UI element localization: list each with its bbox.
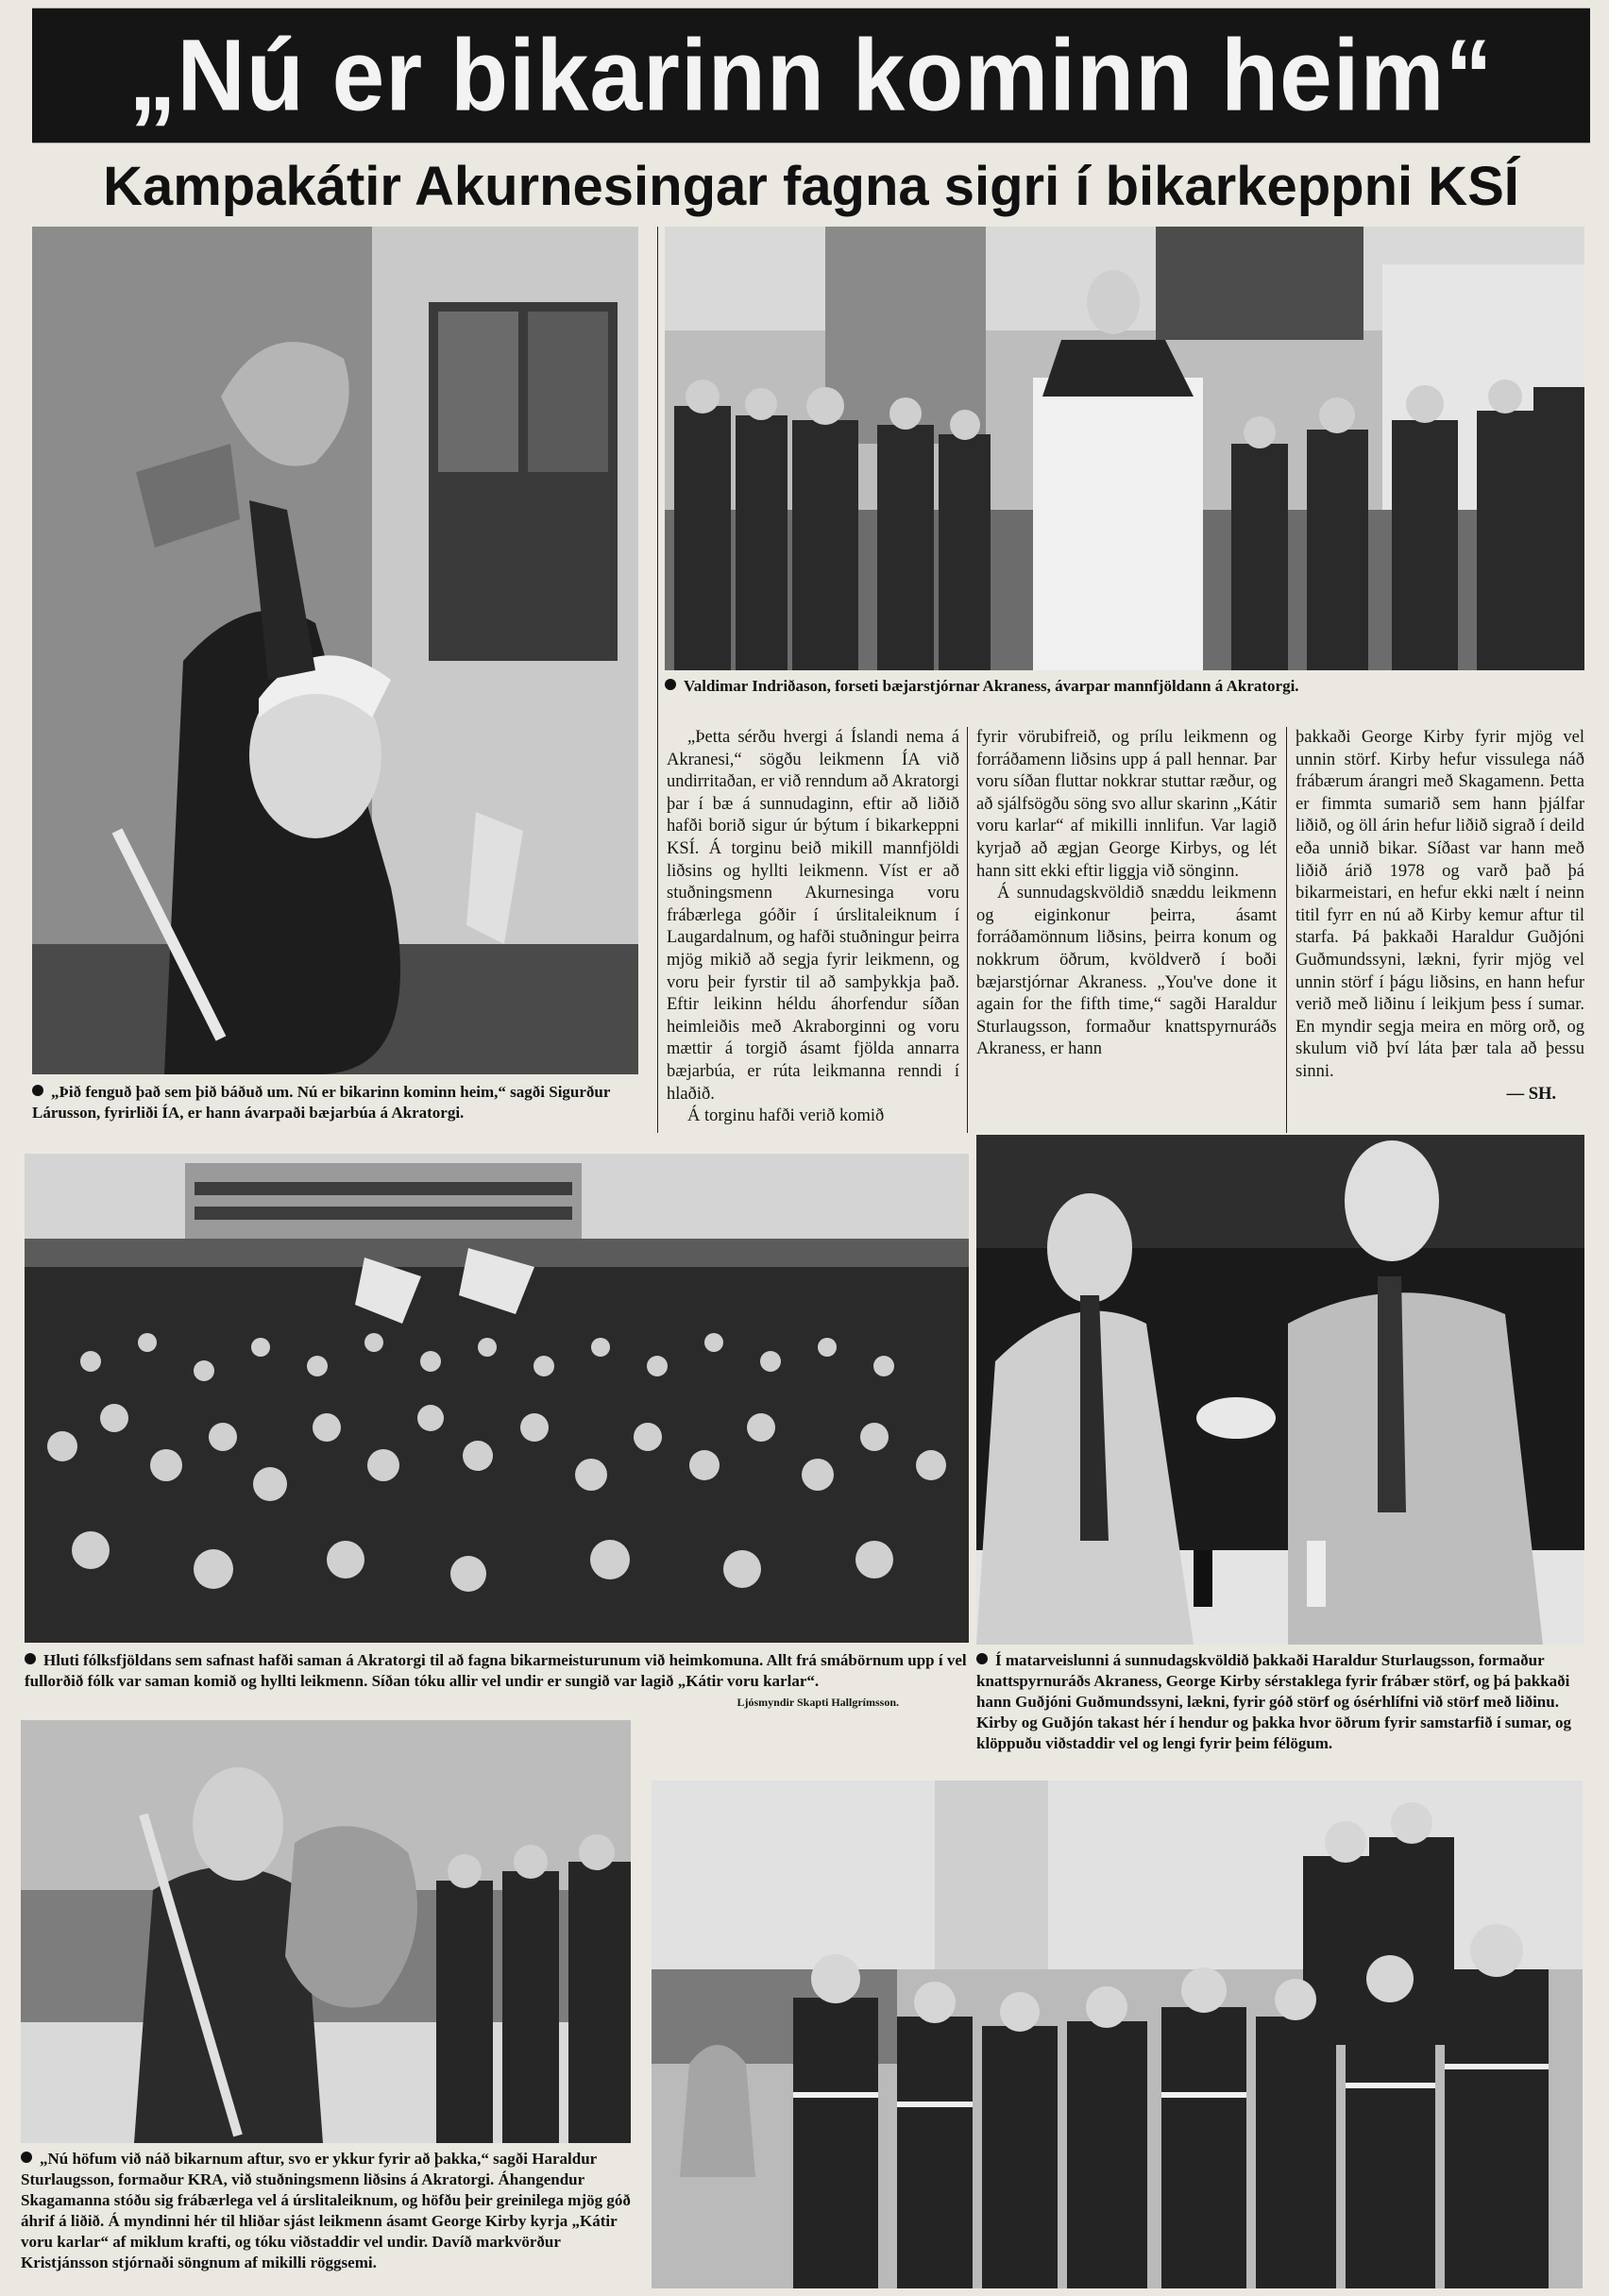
caption-kra: „Nú höfum við náð bikarnum aftur, svo er ykkur fyrir að þakka,“ sagði Haraldur Sturlaugsson, formaður KRA, við stuðningsmenn liðsins á Akratorgi. Áhangendur Skagamanna stóðu sig frábærlega vel á úrslitaleiknum, og höfðu þeir greinilega mjög góð áhrif á liðið. Á myndinni hér til hliðar sjást leikmenn ásamt George Kirby kyrja „Kátir voru karlar“ af miklum krafti, og tóku viðstaddir vel undir. Davíð markvörður Kristjánsson stjórnaði söngnum af mikilli röggsemi. bbox=[21, 2150, 631, 2271]
photo-singing bbox=[652, 1781, 1583, 2288]
caption-handshake: Í matarveislunni á sunnudagskvöldið þakkaði Haraldur Sturlaugsson, formaður knattspyrnuráðs Akraness, George Kirby sérstaklega fyrir frábær störf, og þá þakkaði hann Guðjóni Guðmundssyni, lækni, fyrir góð störf og ósérhlífni við störf með liðinu. Kirby og Guðjón takast hér í hendur og þakka hvor öðrum fyrir samstarfið í sumar, og klöppuðu viðstaddir vel og lengi fyrir þeim félögum. bbox=[976, 1651, 1572, 1752]
paragraph: „Þetta sérðu hvergi á Íslandi nema á Akranesi,“ sögðu leikmenn ÍA við undirritaðan, er við renndum að Akratorgi þar í bæ á sunnudaginn, eftir að liðið hafði borið sigur úr býtum í bikarkeppni KSÍ. Á torginu beið mikill mannfjöldi liðsins og hyllti leikmenn. Víst er að stuðningsmenn Akurnesinga voru frábærlega góðir í úrslitaleiknum í Laugardalnum, og hafði stuðningur þeirra mjög mikið að segja fyrir leikmenn, og voru þeir fyrstir til að samþykkja það. Eftir leikinn héldu áhorfendur síðan heimleiðis með Akraborginni og voru mættir á torgið ásamt fjölda annarra bæjarbúa, er rúta leikmanna renndi í hlaðið. bbox=[667, 728, 959, 1104]
headline: „Nú er bikarinn kominn heim“ bbox=[32, 8, 1590, 144]
paragraph: Á sunnudagskvöldið snæddu leikmenn og eiginkonur þeirra, ásamt forráðamönnum liðsins, þeirra konum og nokkrum öðrum, kvöldverð í boði bæjarstjórnar Akraness. „You've done it again for the fifth time,“ sagði Haraldur Sturlaugsson, formaður knattspyrnuráðs Akraness, er hann bbox=[976, 884, 1277, 1059]
caption-speech: Valdimar Indriðason, forseti bæjarstjórnar Akraness, ávarpar mannfjöldann á Akratorgi. bbox=[665, 676, 1584, 697]
article-column-1 bbox=[667, 727, 959, 1142]
bullet-icon bbox=[25, 1653, 36, 1664]
bullet-icon bbox=[21, 2152, 32, 2163]
subheadline: Kampakátir Akurnesingar fagna sigri í bikarkeppni KSÍ bbox=[103, 156, 1519, 217]
bullet-icon bbox=[665, 679, 676, 690]
photo-credit: Ljósmyndir Skapti Hallgrímsson. bbox=[737, 1696, 899, 1709]
photo-crowd bbox=[25, 1154, 969, 1643]
photo-speech bbox=[665, 227, 1584, 670]
paragraph: Á torginu hafði verið komið bbox=[687, 1106, 885, 1126]
article-column-3 bbox=[1296, 727, 1584, 1142]
caption-trophy: „Þið fenguð það sem þið báðuð um. Nú er bikarinn kominn heim,“ sagði Sigurður Lárusson, fyrirliði ÍA, er hann ávarpaði bæjarbúa á Akratorgi. bbox=[32, 1083, 611, 1122]
paragraph: fyrir vörubifreið, og prílu leikmenn og forráðamenn liðsins upp á pall hennar. Þar voru síðan fluttar nokkrar stuttar ræður, og að sjálfsögðu söng svo allur skarinn „Kátir voru karlar“ af mikilli innlifun. Var lagið kyrjað að ægjan George Kirbys, og lét hann sitt ekki eftir liggja við sönginn. bbox=[976, 728, 1277, 881]
bullet-icon bbox=[976, 1653, 988, 1664]
photo-handshake bbox=[976, 1135, 1584, 1645]
caption-crowd: Hluti fólksfjöldans sem safnast hafði saman á Akratorgi til að fagna bikarmeisturunum við heimkomuna. Allt frá smábörnum upp í vel fullorðið fólk var saman komið og hyllti leikmenn. Síðan tóku allir vel undir er sungið var lagið „Kátir voru karlar“. bbox=[25, 1651, 967, 1690]
column-rule bbox=[657, 227, 658, 1133]
column-rule bbox=[1286, 727, 1287, 1133]
bullet-icon bbox=[32, 1085, 43, 1096]
photo-trophy bbox=[32, 227, 638, 1074]
signature: — SH. bbox=[1506, 1084, 1556, 1104]
paragraph: þakkaði George Kirby fyrir mjög vel unnin störf. Kirby hefur vissulega náð frábærum árangri með Skagamenn. Þetta er fimmta sumarið sem hann þjálfar liðið, og öll árin hefur liðið sigrað í deild eða unnið bikar. Síðast var hann með liðið árið 1978 og varð það þá bikarmeistari, en hefur ekki nælt í neinn titil fyrr en nú að Kirby kemur aftur til starfa. Þá þakkaði Haraldur Guðjóni Guðmundssyni, lækni, fyrir mjög vel unnin störf í þágu liðsins, en hann hefur verið með liðinu í leikjum þess í sumar. En myndir segja meira en mörg orð, og skulum við því láta þær tala að þessu sinni. bbox=[1296, 728, 1584, 1081]
photo-kra bbox=[21, 1720, 631, 2143]
column-rule bbox=[967, 727, 968, 1133]
article-column-2 bbox=[976, 727, 1277, 1142]
